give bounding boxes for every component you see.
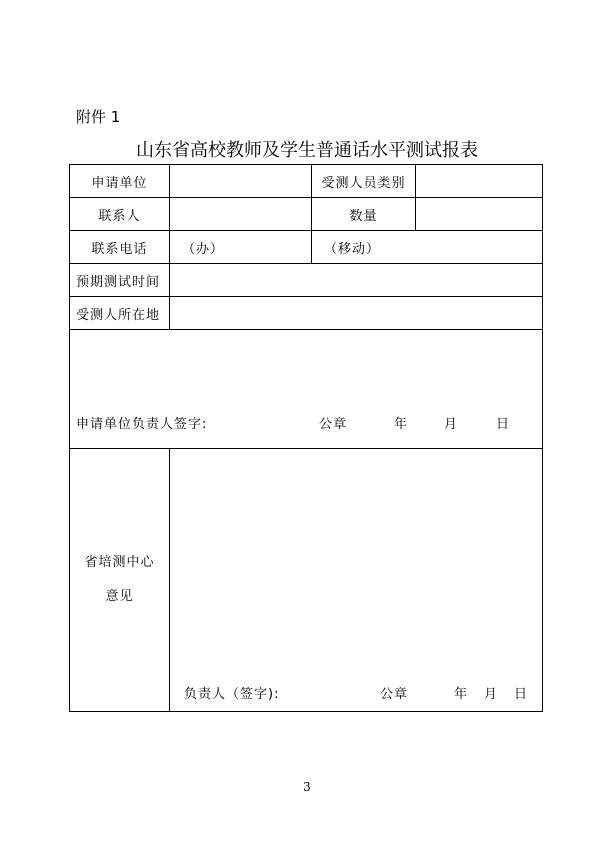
page-number: 3: [303, 780, 311, 794]
row-location: [70, 297, 543, 330]
location-field[interactable]: [170, 297, 543, 330]
applicant-unit-label: 申请单位: [70, 165, 170, 198]
unit-seal-label: 公章: [319, 417, 348, 432]
unit-month-label: 月: [444, 417, 459, 432]
unit-sign-label: 申请单位负责人签字:: [76, 417, 208, 432]
tested-category-label: 受测人员类别: [312, 165, 416, 198]
row-contact-person: [70, 198, 543, 231]
unit-year-label: 年: [394, 417, 409, 432]
center-opinion-label-line2: 意见: [105, 589, 134, 604]
form-title: 山东省高校教师及学生普通话水平测试报表: [136, 140, 478, 161]
center-year-label: 年: [454, 687, 469, 702]
center-sign-label: 负责人（签字):: [184, 687, 280, 702]
office-phone-field[interactable]: （办）: [170, 231, 312, 264]
report-form-table: [69, 164, 543, 712]
center-day-label: 日: [514, 687, 529, 702]
center-seal-label: 公章: [380, 687, 409, 702]
center-opinion-label-line1: 省培测中心: [84, 555, 155, 570]
mobile-phone-field[interactable]: （移动）: [312, 231, 543, 264]
center-opinion-area[interactable]: [170, 449, 543, 712]
quantity-label: 数量: [312, 198, 416, 231]
phone-label: 联系电话: [70, 231, 170, 264]
row-unit-signature: [70, 330, 543, 449]
row-phone: [70, 231, 543, 264]
location-label: 受测人所在地: [70, 297, 170, 330]
quantity-field[interactable]: [416, 198, 543, 231]
row-applicant-unit: [70, 165, 543, 198]
center-month-label: 月: [484, 687, 499, 702]
attachment-label: 附件 1: [76, 108, 121, 126]
unit-day-label: 日: [496, 417, 511, 432]
tested-category-field[interactable]: [416, 165, 543, 198]
row-expected-time: [70, 264, 543, 297]
contact-person-field[interactable]: [170, 198, 312, 231]
center-opinion-label: [70, 449, 170, 712]
unit-signature-area[interactable]: [70, 330, 543, 449]
expected-time-field[interactable]: [170, 264, 543, 297]
row-center-opinion: [70, 449, 543, 712]
contact-person-label: 联系人: [70, 198, 170, 231]
expected-time-label: 预期测试时间: [70, 264, 170, 297]
applicant-unit-field[interactable]: [170, 165, 312, 198]
